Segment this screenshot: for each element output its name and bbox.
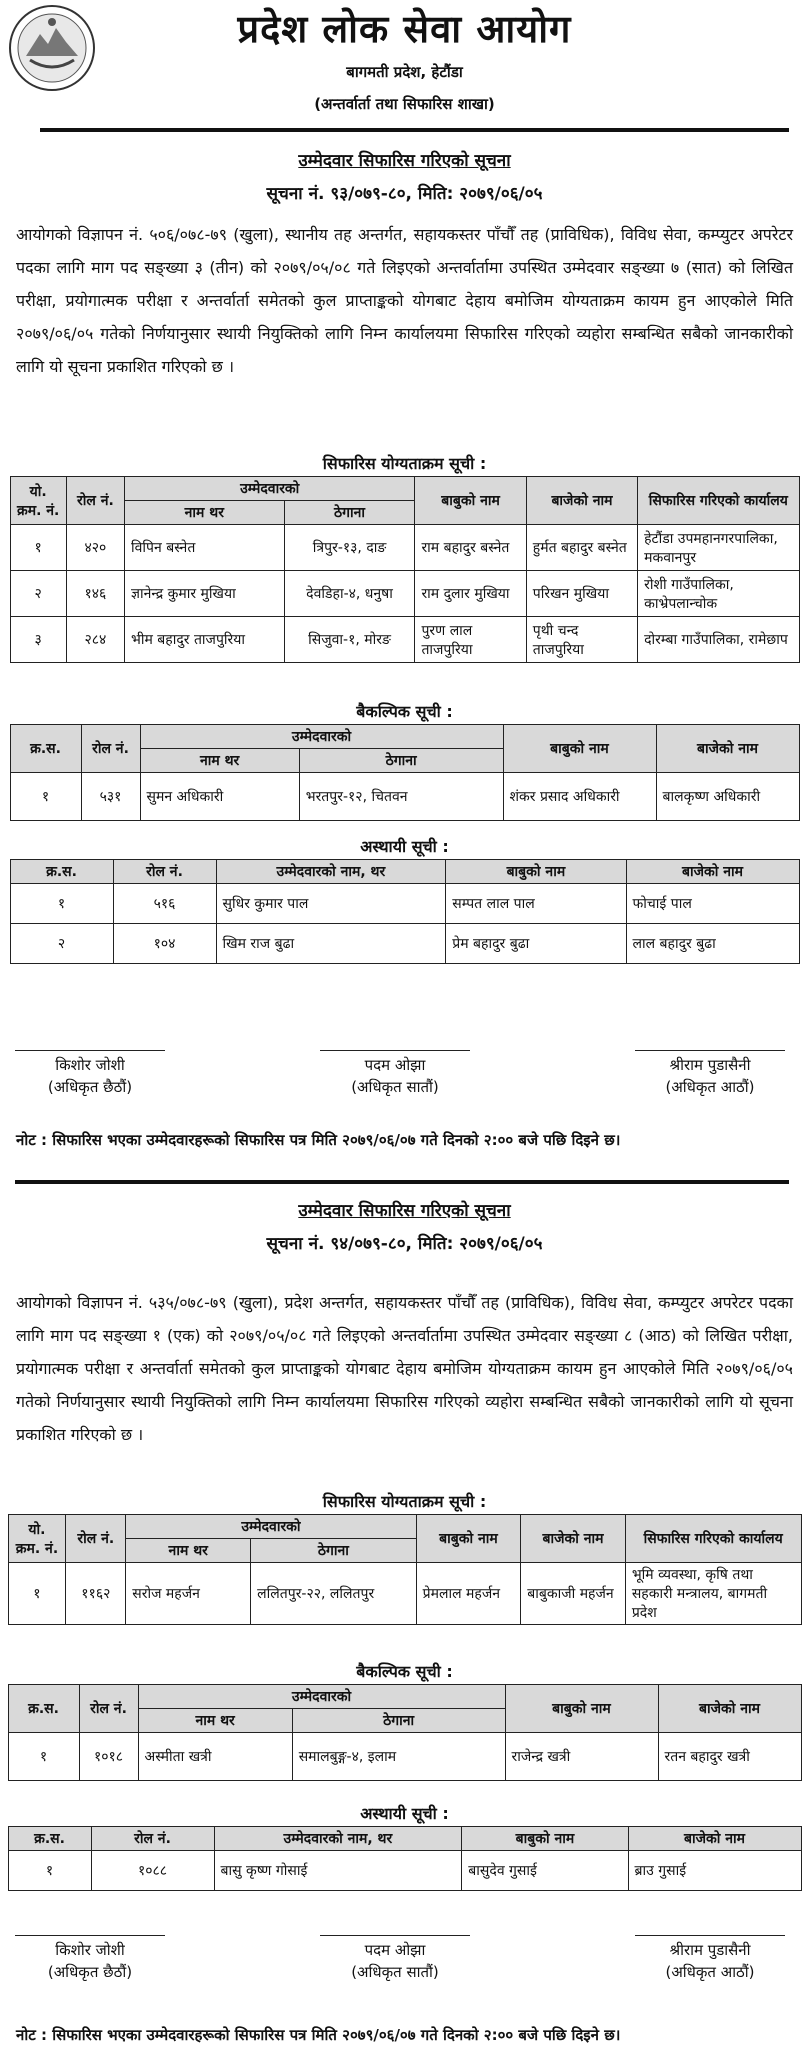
temporary-list-caption: अस्थायी सूची : [360,1804,449,1823]
notice-title: उम्मेदवार सिफारिस गरिएको सूचना [298,1201,511,1221]
signature-block: पदम ओझा (अधिकृत सातौं) [320,1935,470,1983]
table-row: ३ २८४ भीम बहादुर ताजपुरिया सिजुवा-१, मोरङ पुरण लाल ताजपुरिया पृथी चन्द ताजपुरिया दोरम्बा गाउँपालिका, रामेछाप [10,617,799,663]
table-row: २ १०४ खिम राज बुढा प्रेम बहादुर बुढा लाल बहादुर बुढा [10,924,799,964]
table-row: १ ५१६ सुधिर कुमार पाल सम्पत लाल पाल फोचाई पाल [10,884,799,924]
alternate-list-1 [0,700,809,821]
temporary-list-2 [0,1802,809,1891]
merit-list-1 [0,452,809,663]
notice-number: सूचना नं. ९३/०७९-८०, मिति: २०७९/०६/०५ [266,184,543,204]
merit-list-caption: सिफारिस योग्यताक्रम सूची : [322,1492,487,1511]
alternate-list-caption: बैकल्पिक सूची : [356,702,453,721]
commission-title: प्रदेश लोक सेवा आयोग [237,7,572,51]
temporary-table: क्र.स. रोल नं. उम्मेदवारको नाम, थर बाबुको नाम बाजेको नाम १ १०८८ बासु कृष्ण गोसाई बासुदेव गुसाई ब्राउ गुसाई [8,1826,802,1891]
signature-block: श्रीराम पुडासैनी (अधिकृत आठौं) [635,1935,785,1983]
merit-list-2 [0,1490,809,1625]
signature-block: श्रीराम पुडासैनी (अधिकृत आठौं) [635,1050,785,1098]
alternate-list-caption: बैकल्पिक सूची : [356,1662,453,1681]
table-row: २ १४६ ज्ञानेन्द्र कुमार मुखिया देवडिहा-४, धनुषा राम दुलार मुखिया परिखन मुखिया रोशी गाउँपालिका, काभ्रेपलान्चोक [10,571,799,617]
table-row: १ १०१८ अस्मीता खत्री समालबुङ्ग-४, इलाम राजेन्द्र खत्री रतन बहादुर खत्री [8,1733,801,1781]
province-name: बागमती प्रदेश, हेटौंडा [346,63,463,81]
section-divider [15,1180,789,1184]
temporary-list-caption: अस्थायी सूची : [360,837,449,856]
temporary-list-1 [0,835,809,964]
notice-1 [0,148,809,383]
notice-2 [0,1198,809,1451]
col-grandfather: बाजेको नाम [526,477,637,525]
signature-block: किशोर जोशी (अधिकृत छैठौं) [15,1935,165,1983]
notice-paragraph: आयोगको विज्ञापन नं. ५०६/०७८-७९ (खुला), स्थानीय तह अन्तर्गत, सहायकस्तर पाँचौँ तह (प्राविधिक), विविध सेवा, कम्प्युटर अपरेटर पदका लागि माग पद सङ्ख्या ३ (तीन) को २०७९/०५/०८ गते लिइएको अन्तर्वार्तामा उपस्थित उम्मेदवार सङ्ख्या ७ (सात) को लिखित परीक्षा, प्रयोगात्मक परीक्षा र अन्तर्वार्ता समेतको कुल प्राप्ताङ्कको योगबाट देहाय बमोजिम योग्यताक्रम कायम हुन आएकोले मिति २०७९/०६/०५ गतेको निर्णयानुसार स्थायी नियुक्तिको लागि निम्न कार्यालयमा सिफारिस गरिएको व्यहोरा सम्बन्धित सबैको जानकारीको लागि यो सूचना प्रकाशित गरिएको छ । [16,225,793,376]
col-candidate: उम्मेदवारको [125,477,415,501]
note-text: नोट : सिफारिस भएका उम्मेदवारहरूको सिफारिस पत्र मिति २०७९/०६/०७ गते दिनको २:०० बजे पछि दिइने छ। [16,1131,621,1149]
signature-row [0,1050,809,1110]
note-text: नोट : सिफारिस भएका उम्मेदवारहरूको सिफारिस पत्र मिति २०७९/०६/०७ गते दिनको २:०० बजे पछि दिइने छ। [16,2026,621,2044]
merit-table: यो. क्रम. नं. रोल नं. उम्मेदवारको बाबुको नाम बाजेको नाम सिफारिस गरिएको कार्यालय नाम थर ठेगाना १ ११६२ सरोज महर्जन ललितपुर-२२, ललितपुर प्रेमलाल महर्जन बाबुकाजी महर्जन भूमि व्यवस्था, कृषि तथा सहकारी मन्त्रालय, बागमती प्रदेश [8,1514,802,1625]
col-roll: रोल नं. [66,477,124,525]
merit-table [10,476,800,663]
alternate-list-2 [0,1660,809,1781]
signature-block: किशोर जोशी (अधिकृत छैठौं) [15,1050,165,1098]
col-name: नाम थर [125,501,285,525]
temporary-table: क्र.स. रोल नं. उम्मेदवारको नाम, थर बाबुको नाम बाजेको नाम १ ५१६ सुधिर कुमार पाल सम्पत लाल पाल फोचाई पाल २ १०४ खिम राज बुढा प्रेम बहादुर बुढा लाल बहादुर बुढा [10,859,800,964]
merit-list-caption: सिफारिस योग्यताक्रम सूची : [322,454,487,473]
alternate-table: क्र.स. रोल नं. उम्मेदवारको बाबुको नाम बाजेको नाम नाम थर ठेगाना १ १०१८ अस्मीता खत्री समालबुङ्ग-४, इलाम राजेन्द्र खत्री रतन बहादुर खत्री [8,1684,802,1781]
letterhead [0,0,809,128]
signature-block: पदम ओझा (अधिकृत सातौं) [320,1050,470,1098]
table-row: १ १०८८ बासु कृष्ण गोसाई बासुदेव गुसाई ब्राउ गुसाई [8,1851,801,1891]
notice-number: सूचना नं. ९४/०७९-८०, मिति: २०७९/०६/०५ [266,1234,543,1254]
header-divider [40,128,789,132]
table-row: १ ४२० विपिन बस्नेत त्रिपुर-१३, दाङ राम बहादुर बस्नेत हुर्मत बहादुर बस्नेत हेटौंडा उपमहानगरपालिका, मकवानपुर [10,525,799,571]
col-office: सिफारिस गरिएको कार्यालय [638,477,799,525]
notice-paragraph: आयोगको विज्ञापन नं. ५३५/०७८-७९ (खुला), प्रदेश अन्तर्गत, सहायकस्तर पाँचौँ तह (प्राविधिक), विविध सेवा, कम्प्युटर अपरेटर पदका लागि माग पद सङ्ख्या १ (एक) को २०७९/०५/०८ गते लिइएको अन्तर्वार्तामा उपस्थित उम्मेदवार सङ्ख्या ८ (आठ) को लिखित परीक्षा, प्रयोगात्मक परीक्षा र अन्तर्वार्ता समेतको कुल प्राप्ताङ्कको योगबाट देहाय बमोजिम योग्यताक्रम कायम हुन आएकोले मिति २०७९/०६/०५ गतेको निर्णयानुसार स्थायी नियुक्तिको लागि निम्न कार्यालयमा सिफारिस गरिएको व्यहोरा सम्बन्धित सबैको जानकारीको लागि यो सूचना प्रकाशित गरिएको छ । [16,1293,793,1444]
col-sn: यो. क्रम. नं. [10,477,66,525]
table-row: १ ५३१ सुमन अधिकारी भरतपुर-१२, चितवन शंकर प्रसाद अधिकारी बालकृष्ण अधिकारी [10,773,799,821]
col-address: ठेगाना [284,501,415,525]
signature-row [0,1935,809,1995]
notice-title: उम्मेदवार सिफारिस गरिएको सूचना [298,151,511,171]
alternate-table: क्र.स. रोल नं. उम्मेदवारको बाबुको नाम बाजेको नाम नाम थर ठेगाना १ ५३१ सुमन अधिकारी भरतपुर-१२, चितवन शंकर प्रसाद अधिकारी बालकृष्ण अधिकारी [10,724,800,821]
table-row: १ ११६२ सरोज महर्जन ललितपुर-२२, ललितपुर प्रेमलाल महर्जन बाबुकाजी महर्जन भूमि व्यवस्था, कृषि तथा सहकारी मन्त्रालय, बागमती प्रदेश [8,1563,801,1625]
branch-name: (अन्तर्वार्ता तथा सिफारिस शाखा) [314,95,495,113]
col-father: बाबुको नाम [415,477,526,525]
